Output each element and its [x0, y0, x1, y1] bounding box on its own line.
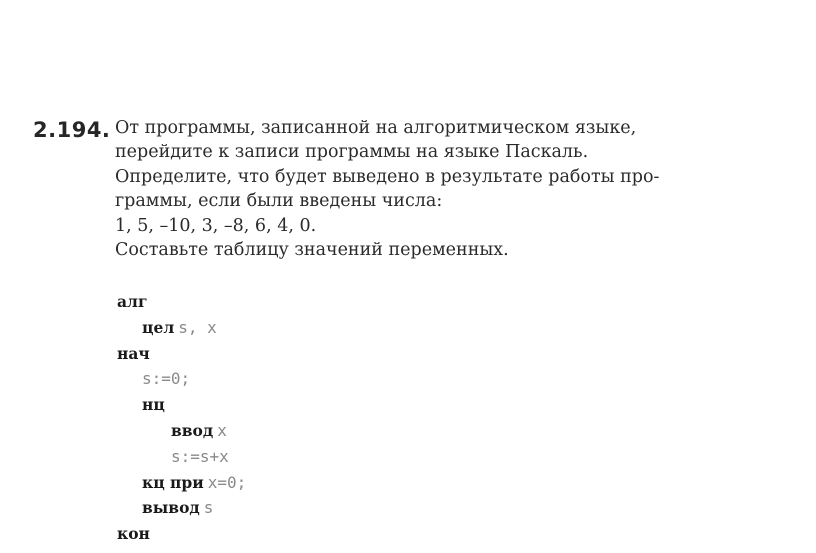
init-statement: s:=0; [142, 369, 191, 389]
code-line-kon [117, 521, 246, 547]
code-line-alg [117, 289, 246, 315]
declared-variables: s, x [178, 317, 217, 337]
keyword-cel: цел [142, 317, 175, 337]
statement-line: От программы, записанной на алгоритмическом языке, [115, 118, 637, 138]
statement-line: граммы, если были введены числа: [115, 191, 443, 212]
code-line-output [117, 495, 246, 521]
problem-statement [115, 116, 795, 262]
loop-condition: x=0; [207, 472, 247, 492]
assign-statement: s:=s+x [171, 446, 229, 466]
code-line-assign [117, 444, 246, 470]
keyword-kon: кон [117, 524, 150, 544]
code-line-init [117, 366, 246, 392]
keyword-vyvod: вывод [142, 498, 200, 518]
statement-line: перейдите к записи программы на языке Паскаль. [115, 142, 589, 163]
code-line-nach [117, 341, 246, 367]
keyword-alg: алг [117, 292, 148, 311]
code-line-loop-start [117, 392, 246, 418]
code-line-loop-end [117, 470, 246, 496]
output-variable: s [203, 498, 214, 518]
problem-number: 2.194. [33, 118, 111, 142]
code-line-input [117, 418, 246, 444]
input-numbers-line: 1, 5, –10, 3, –8, 6, 4, 0. [115, 215, 317, 236]
statement-line: Определите, что будет выведено в результате работы про- [115, 166, 660, 187]
keyword-nach: нач [117, 343, 150, 363]
code-line-declaration [117, 315, 246, 341]
keyword-kc-pri: кц при [142, 472, 204, 492]
statement-line: Составьте таблицу значений переменных. [115, 240, 509, 261]
keyword-nc: нц [142, 395, 165, 415]
algorithm-code [117, 289, 246, 547]
input-variable: x [217, 420, 227, 440]
keyword-vvod: ввод [171, 420, 214, 440]
